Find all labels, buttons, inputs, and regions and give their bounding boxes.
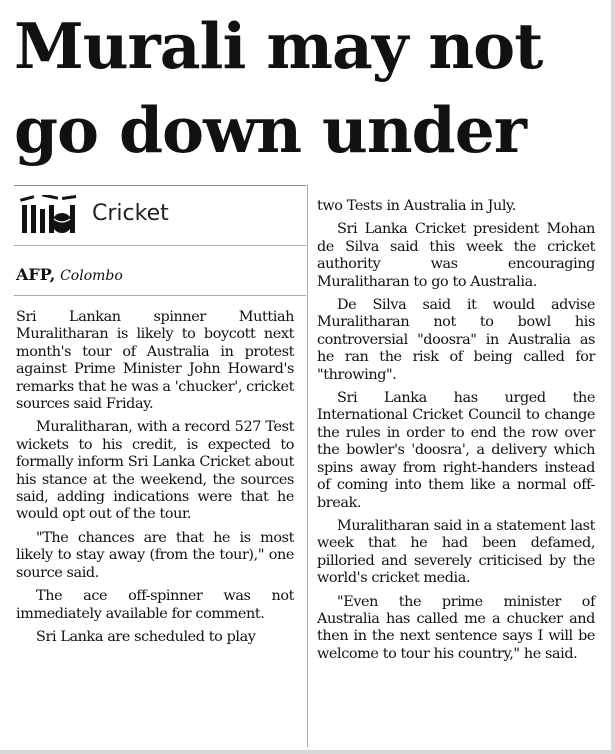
paragraph: De Silva said it would advise Muralitharan not to bowl his controversial "doosra" in Australia as he ran the risk of being called for "throwing".	[317, 297, 595, 383]
paragraph: "Even the prime minister of Australia has called me a chucker and then in the next sentence says I will be welcome to tour his country," he said.	[317, 593, 595, 662]
byline-agency: AFP,	[16, 265, 56, 284]
byline	[16, 265, 123, 284]
paragraph: Sri Lankan spinner Muttiah Muralitharan is likely to boycott next month's tour of Australia in protest against Prime Minister John Howard's remarks that he was a 'chucker', cricket sources said Friday.	[16, 309, 294, 413]
section-header	[16, 193, 306, 237]
paragraph: Muralitharan said in a statement last week that he had been defamed, pilloried and severely criticised by the world's cricket media.	[317, 517, 595, 587]
section-rule	[14, 245, 306, 246]
byline-place: Colombo	[60, 268, 123, 284]
section-label: Cricket	[92, 201, 169, 226]
cricket-stumps-logo-icon	[18, 195, 88, 239]
article-column-right	[317, 198, 595, 669]
paragraph: "The chances are that he is most likely to stay away (from the tour)," one source said.	[16, 529, 294, 581]
paragraph: Muralitharan, with a record 527 Test wickets to his credit, is expected to formally inform Sri Lanka Cricket about his stance at the weekend, the sources said, adding indications were that he would opt out of the tour.	[16, 419, 294, 523]
paragraph: The ace off-spinner was not immediately available for comment.	[16, 588, 294, 622]
paragraph: Sri Lanka has urged the International Cricket Council to change the rules in order to end the row over the bowler's 'doosra', a delivery which spins away from right-handers instead of coming into them like a normal off-break.	[317, 390, 595, 511]
headline: Murali may not go down under	[14, 9, 543, 167]
column-divider	[307, 185, 308, 747]
headline-rule	[14, 185, 306, 186]
paragraph: Sri Lanka are scheduled to play	[36, 628, 256, 645]
byline-rule	[14, 295, 306, 296]
article-column-left	[16, 309, 294, 652]
paragraph: two Tests in Australia in July.	[317, 198, 517, 214]
paragraph: Sri Lanka Cricket president Mohan de Silva said this week the cricket authority was encouraging Muralitharan to go to Australia.	[317, 221, 595, 290]
